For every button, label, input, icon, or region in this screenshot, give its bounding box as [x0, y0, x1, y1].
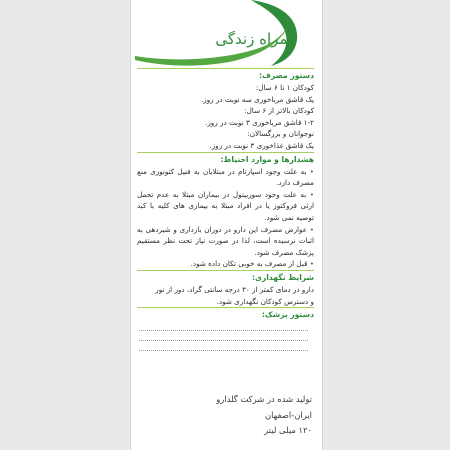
doctor-note-line [139, 340, 308, 341]
section-divider [137, 270, 314, 271]
usage-line: یک قاشق غذاخوری ۳ نوبت در روز. [209, 140, 314, 150]
bullet-icon: • [306, 189, 314, 199]
brand-slogan: همراه زندگی [215, 30, 296, 48]
producer-text: تولید شده در شرکت گلدارو [216, 394, 312, 404]
warning-item [137, 166, 314, 189]
storage-line: دارو در دمای کمتر از ۳۰ درجه سانتی گراد، دور از نور [155, 284, 314, 294]
doctor-instructions-heading: دستور پزشک: [261, 310, 314, 320]
manufacturer-info [216, 392, 312, 439]
storage-line: و دسترس کودکان نگهداری شود. [216, 296, 314, 306]
usage-line: کودکان ۱ تا ۶ سال: [255, 83, 314, 92]
usage-heading: دستور مصرف: [258, 71, 314, 80]
warning-text: به علت وجود اسپارتام در مبتلایان به فنیل کتونوری منع مصرف دارد. [137, 166, 314, 188]
bullet-icon: • [307, 224, 314, 234]
doctor-note-line [139, 330, 308, 331]
section-divider [137, 152, 314, 153]
usage-line: یک قاشق مرباخوری سه نوبت در روز. [200, 94, 314, 104]
storage-heading: شرایط نگهداری: [251, 272, 314, 282]
warning-item [137, 224, 314, 259]
usage-line: ۱-۲ قاشق مرباخوری ۳ نوبت در روز. [205, 117, 314, 127]
doctor-note-line [139, 350, 308, 351]
product-label-panel [130, 0, 323, 450]
location-text: ایران-اصفهان [264, 409, 312, 420]
warning-text: قبل از مصرف به خوبی تکان داده شود. [190, 259, 308, 269]
bullet-icon: • [306, 166, 314, 176]
warning-text: عوارض مصرف این دارو در دوران بارداری و شیردهی به اثبات نرسیده است، لذا در صورت نیاز تحت نظر مستقیم پزشک مصرف شود. [137, 224, 314, 257]
warning-item [137, 189, 314, 224]
bullet-icon: • [307, 259, 314, 269]
section-divider [137, 307, 314, 308]
warning-item [137, 258, 314, 270]
label-body [137, 68, 314, 351]
warnings-heading: هشدارها و موارد احتیاط: [220, 154, 314, 164]
section-divider [137, 68, 314, 69]
usage-line: نوجوانان و بزرگسالان: [247, 129, 314, 139]
usage-line: کودکان بالاتر از ۶ سال: [244, 106, 314, 116]
volume-text: ۱۲۰ میلی لیتر [264, 425, 312, 435]
warning-text: به علت وجود سوربیتول در بیماران مبتلا به عدم تحمل ارثی فروکتوز یا در افراد مبتلا به بیماری های کلیه با کبد توصیه نمی شود. [137, 189, 314, 222]
